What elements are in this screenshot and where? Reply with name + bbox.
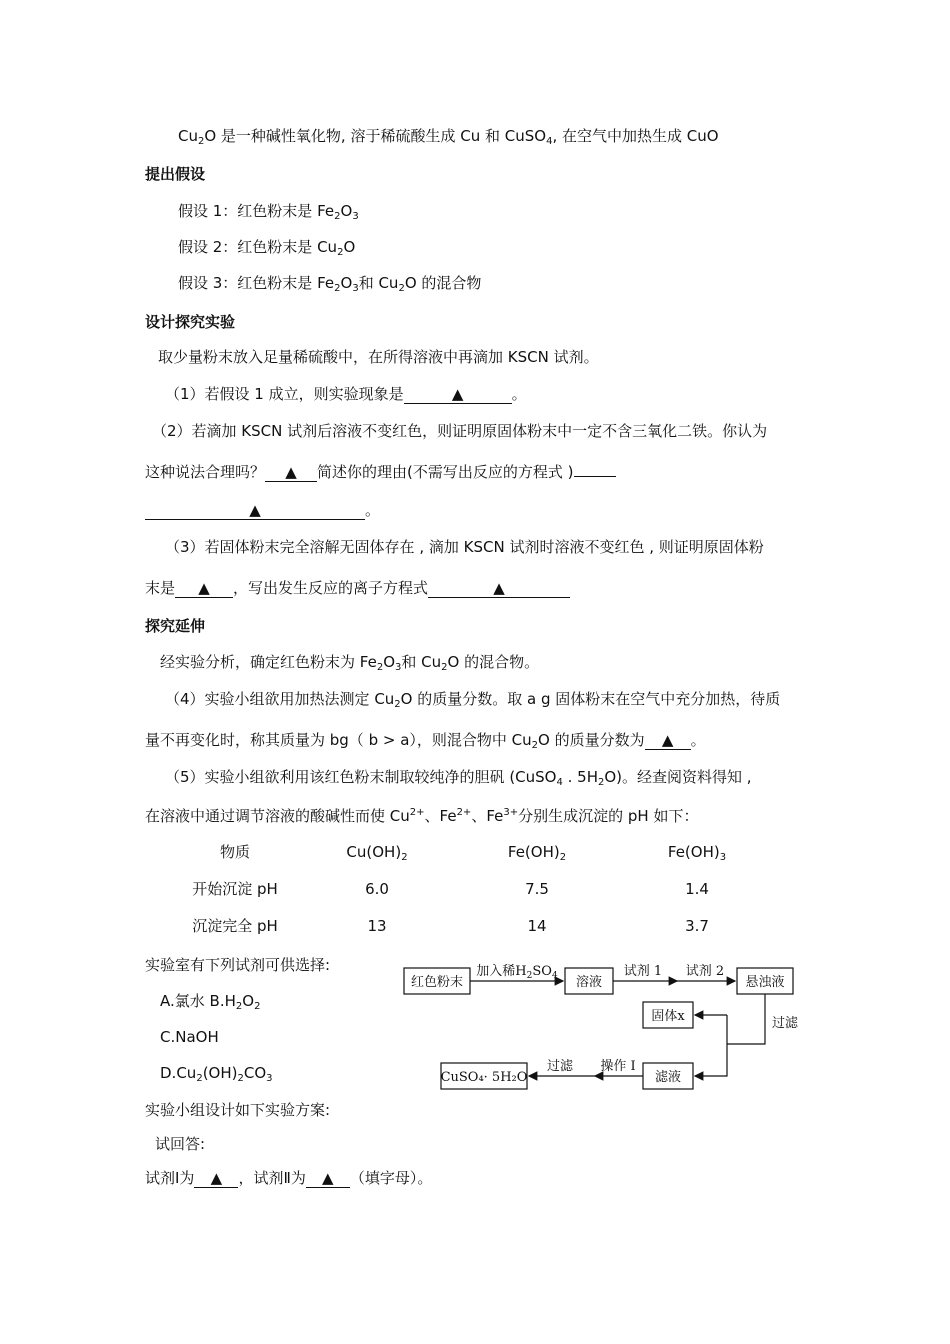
- answer-blank-reagent-2[interactable]: ▲: [306, 1169, 350, 1188]
- label-product: CuSO₄· 5H₂O: [440, 1070, 528, 1085]
- question-2-line-3: ▲ 。: [145, 500, 380, 520]
- label-suspension: 悬浊液: [745, 975, 785, 990]
- answer-blank-1[interactable]: ▲: [404, 385, 512, 404]
- question-2-line-2: 这种说法合理吗？ ▲ 简述你的理由(不需写出反应的方程式 ): [145, 462, 616, 482]
- table-row-label-complete: 沉淀完全 pH: [192, 917, 278, 935]
- table-header-feoh2: $Fe(OH)_2$: [507, 843, 567, 863]
- answer-blank-reagent-1[interactable]: ▲: [194, 1169, 238, 1188]
- intro-line: $Cu_2O$ 是一种碱性氧化物, 溶于稀硫酸生成 Cu 和 CuSO$_4$, 在空气中加热生成 CuO: [178, 127, 719, 147]
- question-4-line-1: （4）实验小组欲用加热法测定 $Cu_2O$ 的质量分数。取 a g 固体粉末在空气中充分加热，待质: [165, 690, 781, 710]
- label-solid: 固体x: [651, 1009, 685, 1024]
- table-header-feoh3: $Fe(OH)_3$: [667, 843, 727, 863]
- heading-hypothesis: 提出假设: [145, 165, 206, 183]
- heading-extend: 探究延伸: [145, 617, 206, 635]
- table-cell: 6.0: [365, 880, 389, 898]
- answer-blank-2a[interactable]: ▲: [265, 463, 317, 482]
- label-filter-1: 过滤: [771, 1016, 799, 1031]
- answer-blank-2b-start[interactable]: [574, 476, 616, 477]
- table-cell: 1.4: [685, 880, 709, 898]
- question-3-line-1: （3）若固体粉末完全溶解无固体存在 , 滴加 KSCN 试剂时溶液不变红色 , 则证明原固体粉: [165, 538, 764, 556]
- reagent-c: C.NaOH: [160, 1028, 219, 1046]
- final-question: 试剂Ⅰ为 ▲ ，试剂Ⅱ为 ▲ （填字母）。: [145, 1169, 433, 1187]
- reagent-d: $D.Cu_2(OH)_2CO_3$: [160, 1064, 273, 1084]
- question-2-line-1: （2）若滴加 KSCN 试剂后溶液不变红色，则证明原固体粉末中一定不含三氧化二铁。你认为: [152, 422, 768, 440]
- plan-text: 实验小组设计如下实验方案:: [145, 1101, 331, 1119]
- label-operation: 操作 I: [600, 1059, 636, 1074]
- label-solution: 溶液: [575, 975, 603, 990]
- question-3-line-2: 末是 ▲ ，写出发生反应的离子方程式 ▲: [145, 578, 570, 598]
- reagent-a-b: A.氯水 $B.H_2O_2$: [160, 992, 261, 1012]
- table-header-cuoh2: $Cu(OH)_2$: [346, 843, 408, 863]
- table-cell: 14: [527, 917, 547, 935]
- table-cell: 13: [367, 917, 387, 935]
- table-row-label-start: 开始沉淀 pH: [192, 880, 278, 898]
- flowchart: [395, 955, 815, 1100]
- hypothesis-1: 假设 1：红色粉末是 $Fe_2O_3$: [178, 202, 359, 222]
- question-4-line-2: 量不再变化时，称其质量为 bg（ b > a），则混合物中 $Cu_2O$ 的质量分数为 ▲ 。: [145, 731, 706, 751]
- label-red-powder: 红色粉末: [410, 975, 464, 990]
- answer-blank-3a[interactable]: ▲: [175, 579, 233, 598]
- arrow-filter-line: [727, 994, 765, 1044]
- label-reagent-1: 试剂 1: [623, 964, 663, 979]
- answer-blank-3b[interactable]: ▲: [428, 579, 570, 598]
- question-5-line-1: （5）实验小组欲利用该红色粉末制取较纯净的胆矾 (CuSO$_4$ . $5H_2O$)。经查阅资料得知 ,: [165, 768, 752, 788]
- design-text: 取少量粉末放入足量稀硫酸中，在所得溶液中再滴加 KSCN 试剂。: [158, 348, 599, 366]
- heading-design: 设计探究实验: [145, 313, 236, 331]
- label-filtrate: 滤液: [654, 1070, 682, 1085]
- answer-prompt: 试回答:: [155, 1135, 206, 1153]
- answer-blank-4[interactable]: ▲: [645, 731, 691, 750]
- question-5-line-2: 在溶液中通过调节溶液的酸碱性而使 $Cu^{2+}$、$Fe^{2+}$、$Fe^{3+}$分别生成沉淀的 pH 如下：: [145, 807, 699, 825]
- hypothesis-2: 假设 2：红色粉末是 $Cu_2O$: [178, 238, 356, 258]
- arrow-to-filtrate: [695, 1015, 727, 1076]
- reagents-intro: 实验室有下列试剂可供选择:: [145, 956, 331, 974]
- label-acid: 加入稀$H_2SO_4$: [476, 964, 558, 981]
- table-cell: 3.7: [685, 917, 709, 935]
- extend-text: 经实验分析，确定红色粉末为 $Fe_2O_3$和 $Cu_2O$ 的混合物。: [160, 653, 540, 673]
- label-reagent-2: 试剂 2: [685, 964, 725, 979]
- question-1: （1）若假设 1 成立，则实验现象是 ▲ 。: [165, 385, 527, 403]
- table-cell: 7.5: [525, 880, 549, 898]
- answer-blank-2b[interactable]: ▲: [145, 501, 365, 520]
- table-header-substance: 物质: [219, 843, 250, 861]
- label-filter-2: 过滤: [546, 1059, 574, 1074]
- hypothesis-3: 假设 3：红色粉末是 $Fe_2O_3$和 $Cu_2O$ 的混合物: [178, 274, 482, 294]
